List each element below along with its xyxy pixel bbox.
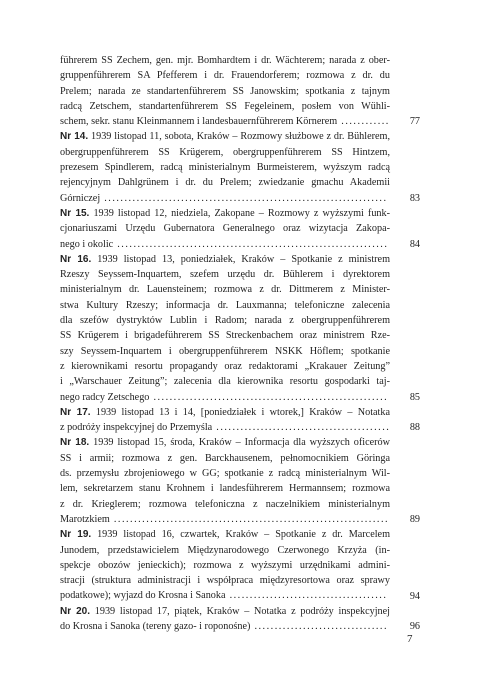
leader-dots: .................................................................... — [109, 513, 390, 525]
leader-dots: .......................................................... — [149, 391, 389, 403]
toc-page-number: 84 — [409, 238, 420, 250]
entry-text: z kierownikami resortu propagandy oraz redaktorami „Krakauer Zeitung” — [60, 360, 390, 372]
entry-text: 1939 listopad 13 i 14, [poniedziałek i wtorek,] Kraków – Notatka — [90, 406, 390, 418]
toc-page-number: 94 — [409, 590, 420, 602]
leader-dots: ................................. — [250, 620, 388, 632]
toc-entry-line — [60, 527, 390, 542]
toc-page-number: 96 — [409, 621, 420, 633]
toc-entry-line — [60, 99, 390, 114]
entry-text: szy Seyssem-Inquartem i obergruppenführerem NSKK Höflem; spotkanie — [60, 345, 390, 357]
toc-entry-line — [60, 282, 390, 297]
entry-text: radcą Zetschem, standartenführerem SS Fegeleinem, posłem von Wühli- — [60, 100, 390, 112]
toc-entry-line — [60, 221, 390, 236]
toc-page-number: 85 — [409, 391, 420, 403]
toc-page-number: 89 — [409, 514, 420, 525]
toc-entry-line — [60, 512, 390, 527]
entry-text: z dr. Krieglerem; rozmowa telefoniczna z naczelnikiem ministerialnym — [60, 498, 390, 510]
toc-entry-line — [60, 84, 390, 99]
toc-entry-line — [60, 497, 390, 512]
entry-text: rejencyjnym Dahlgrünem i dr. du Prelem; zwiedzanie gmachu Akademii — [60, 177, 390, 189]
toc-entry-line — [60, 435, 390, 450]
toc-entry-line — [60, 267, 390, 282]
toc-entry-line — [60, 313, 390, 328]
entry-text: 1939 listopad 15, środa, Kraków – Informacja dla wyższych oficerów — [89, 437, 390, 449]
entry-text: ministerialnym dr. Lauensteinem; rozmowa z dr. Dittmerem z Minister- — [60, 284, 390, 296]
toc-entry-line — [60, 53, 390, 68]
entry-text: Prelem; narada ze standartenführerem SS Janowskim; spotkania z tajnym — [60, 85, 390, 97]
entry-text: nego radcy Zetschego — [60, 391, 150, 403]
entry-text: gruppenführerem SA Pfefferem i dr. Frauendorferem; rozmowa z dr. du — [60, 70, 390, 82]
entry-text: 1939 listopad 11, sobota, Kraków – Rozmowy służbowe z dr. Bühlerem, — [88, 131, 390, 143]
entry-text: do Krosna i Sanoka (tereny gazo- i roponośne) — [60, 620, 251, 632]
entry-text: Marotzkiem — [60, 513, 110, 525]
toc-entry-line — [60, 359, 390, 374]
entry-number: Nr 18. — [60, 437, 90, 449]
entry-text: Junodem, przedstawicielem Międzynarodowego Czerwonego Krzyża (in- — [60, 544, 390, 556]
toc-entry-line — [60, 237, 390, 252]
toc-page-number: 77 — [409, 116, 420, 128]
toc-entry-line — [60, 129, 390, 144]
entry-text: obergruppenführerem SS Krügerem, obergruppenführerem SS Hintzem, — [60, 146, 390, 158]
toc-entry-line — [60, 390, 390, 405]
toc-entry-line — [60, 252, 390, 267]
toc-entry-line — [60, 573, 390, 588]
leader-dots: ............ — [337, 116, 390, 128]
toc-entry-line — [60, 619, 390, 634]
entry-text: nego i okolic — [60, 238, 114, 250]
toc-entry-line — [60, 145, 390, 160]
entry-number: Nr 17. — [60, 406, 91, 418]
entry-text: prezesem Spindlerem, radcą ministerialnym Burmeisterem, wyższym radcą — [60, 162, 390, 174]
entry-text: führerem SS Zechem, gen. mjr. Bomhardtem i dr. Wächterem; narada z ober- — [60, 55, 390, 66]
leader-dots: ...................................................................... — [100, 192, 388, 204]
toc-entry-line — [60, 298, 390, 313]
toc-entry-line — [60, 420, 390, 435]
entry-text: stracji (struktura administracji i współpraca międzyresortowa oraz sprawy — [60, 575, 390, 587]
entry-text: lem, sekretarzem stanu Krohnem i landesführerem Hermannsem; rozmowa — [60, 483, 390, 495]
toc-page-number: 88 — [409, 422, 420, 434]
entry-number: Nr 14. — [60, 131, 89, 143]
entry-text: SS Krügerem i brigadeführerem SS Streckenbachem oraz ministrem Rze- — [60, 330, 390, 342]
entry-text: stwa Kultury Rzeszy; informacja dr. Lauxmanna; telefoniczne zalecenia — [60, 299, 390, 311]
toc-entry-line — [60, 175, 390, 190]
entry-text: schem, sekr. stanu Kleinmannem i landesbauernführerem Körnerem — [60, 116, 338, 128]
entry-text: dla szefów dystryktów Lublin i Radom; narada z obergruppenführerem — [60, 315, 390, 327]
entry-text: cjonariuszami Urzędu Gubernatora Generalnego oraz wizytacja Zakopa- — [60, 223, 390, 235]
entry-number: Nr 20. — [60, 605, 91, 617]
toc-entry-line — [60, 160, 390, 175]
entry-number: Nr 15. — [60, 207, 90, 219]
entry-text: 1939 listopad 17, piątek, Kraków – Notatka z podróży inspekcyjnej — [90, 605, 390, 617]
entry-text: 1939 listopad 12, niedziela, Zakopane – Rozmowy z wyższymi funk- — [89, 207, 390, 219]
toc-entry-line — [60, 405, 390, 420]
leader-dots: ....................................... — [225, 590, 388, 602]
toc-entry-line — [60, 68, 390, 83]
entry-text: ds. przemysłu zbrojeniowego w GG; spotkanie z radcą ministerialnym Wil- — [60, 468, 390, 480]
entry-text: podatkowe); wyjazd do Krosna i Sanoka — [60, 590, 226, 602]
entry-text: Rzeszy Seyssem-Inquartem, szefem urzędu dr. Bühlerem i dyrektorem — [60, 269, 390, 281]
toc-entry-line — [60, 481, 390, 496]
toc-body — [60, 53, 390, 634]
entry-text: i „Warschauer Zeitung”; zalecenia dla kierownika resortu gospodarki taj- — [60, 376, 390, 388]
toc-page-number: 83 — [409, 192, 420, 204]
page-folio: 7 — [407, 633, 413, 645]
toc-entry-line — [60, 328, 390, 343]
leader-dots: ................................................................... — [113, 238, 389, 250]
leader-dots: ........................................... — [212, 422, 391, 434]
entry-text: SS i armii; rozmowa z gen. Barckhausenem, pełnomocnikiem Göringa — [60, 452, 390, 464]
toc-entry-line — [60, 206, 390, 221]
toc-entry-line — [60, 543, 390, 558]
entry-text: 1939 listopad 13, poniedziałek, Kraków – Spotkanie z ministrem — [91, 253, 390, 265]
entry-text: z podróży inspekcyjnej do Przemyśla — [60, 422, 213, 434]
toc-entry-line — [60, 114, 390, 129]
entry-text: Górniczej — [60, 192, 101, 204]
toc-entry-line — [60, 558, 390, 573]
entry-text: spekcje obozów jenieckich); rozmowa z wyższymi urzędnikami admini- — [60, 559, 390, 571]
entry-number: Nr 19. — [60, 529, 92, 541]
entry-number: Nr 16. — [60, 253, 92, 265]
toc-entry-line — [60, 588, 390, 603]
toc-entry-line — [60, 451, 390, 466]
entry-text: 1939 listopad 16, czwartek, Kraków – Spotkanie z dr. Marcelem — [91, 529, 390, 541]
toc-entry-line — [60, 344, 390, 359]
toc-entry-line — [60, 466, 390, 481]
toc-entry-line — [60, 604, 390, 619]
toc-entry-line — [60, 374, 390, 389]
toc-entry-line — [60, 191, 390, 206]
